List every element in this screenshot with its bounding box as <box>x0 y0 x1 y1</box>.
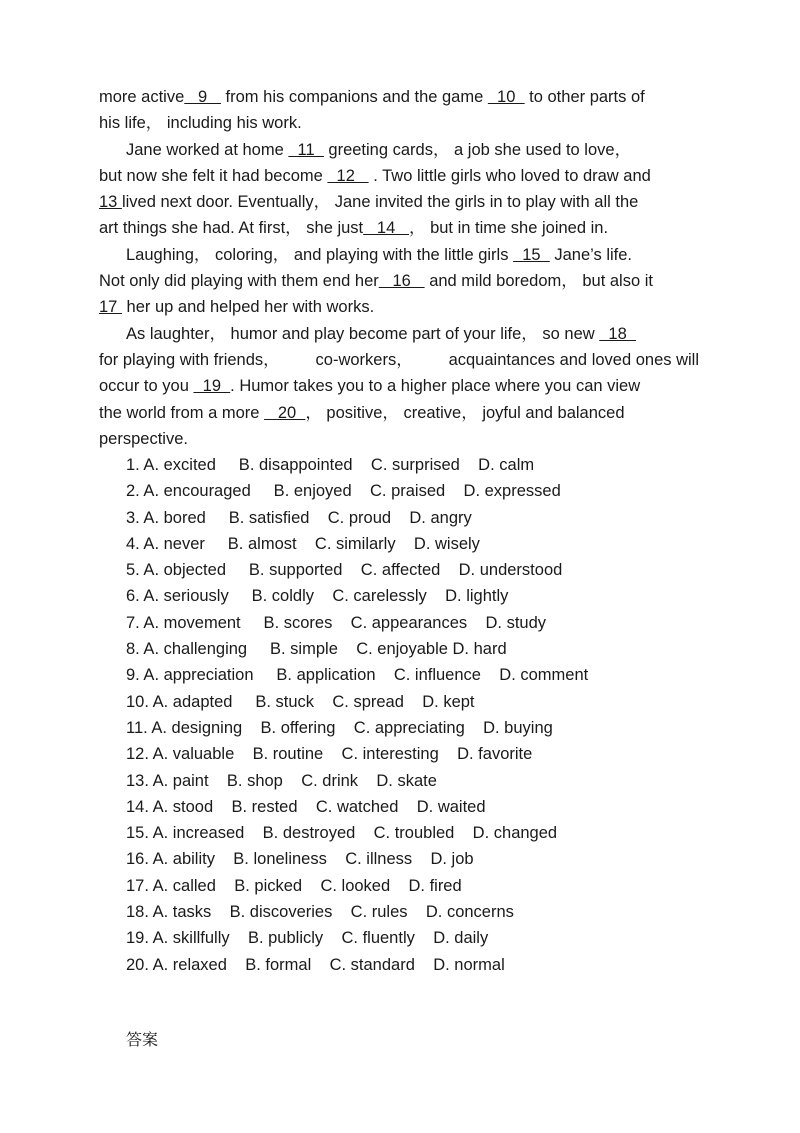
question-option-row: 15. A. increased B. destroyed C. troubled D. changed <box>126 824 558 843</box>
question-option-row: 17. A. called B. picked C. looked D. fired <box>126 876 462 895</box>
text-run: greeting cards， a job she used to love， <box>323 140 632 159</box>
passage-line: perspective. <box>99 429 188 448</box>
text-run: more active <box>99 88 185 106</box>
question-option-row: 18. A. tasks B. discoveries C. rules D. concerns <box>126 903 514 922</box>
text-run: Laughing， coloring， and playing with the little girls <box>126 245 514 264</box>
passage-line <box>99 294 699 320</box>
text-run: ， positive， creative， joyful and balanced <box>305 403 625 422</box>
passage-line <box>99 347 699 373</box>
text-run: but now she felt it had become <box>99 166 328 185</box>
passage-line <box>99 400 699 426</box>
blank-13: 13 <box>99 193 122 212</box>
question-option-row: 4. A. never B. almost C. similarly D. wisely <box>126 534 480 553</box>
passage-line <box>99 215 699 241</box>
blank-14: 14 <box>363 219 409 238</box>
question-option-row: 6. A. seriously B. coldly C. carelessly D. lightly <box>126 587 509 606</box>
text-run: for playing with friends， <box>99 350 280 369</box>
question-option-row: 7. A. movement B. scores C. appearances D. study <box>126 613 547 632</box>
passage-line <box>99 163 699 189</box>
blank-16: 16 <box>378 272 425 291</box>
question-option-row: 14. A. stood B. rested C. watched D. waited <box>126 797 486 816</box>
blank-18: 18 <box>599 324 636 343</box>
passage-line <box>99 242 699 268</box>
text-run: lived next door. Eventually， Jane invited the girls in to play with all the <box>121 193 639 212</box>
passage-line: his life， including his work. <box>99 114 302 133</box>
text-run: art things she had. At first， she just <box>99 219 364 238</box>
blank-9: 9 <box>184 88 221 106</box>
question-option-row: 1. A. excited B. disappointed C. surprised D. calm <box>126 456 535 474</box>
passage-line <box>99 373 699 399</box>
passage-line <box>99 321 699 347</box>
text-run: to other parts of <box>524 88 645 106</box>
question-option-row: 20. A. relaxed B. formal C. standard D. normal <box>126 955 505 974</box>
question-option-row: 8. A. challenging B. simple C. enjoyable D. hard <box>126 640 507 659</box>
text-run: . Humor takes you to a higher place where you can view <box>230 377 641 396</box>
text-run: her up and helped her with works. <box>121 298 375 317</box>
question-option-row: 11. A. designing B. offering C. appreciating D. buying <box>126 718 553 737</box>
question-option-row: 13. A. paint B. shop C. drink D. skate <box>126 771 437 790</box>
blank-15: 15 <box>513 245 550 264</box>
text-run: As laughter， humor and play become part of your life， so new <box>126 324 600 343</box>
text-run: from his companions and the game <box>220 88 488 106</box>
question-option-row: 16. A. ability B. loneliness C. illness D. job <box>126 850 474 869</box>
passage-line <box>99 268 699 294</box>
answer-heading: 答案 <box>126 1030 159 1049</box>
text-run: occur to you <box>99 377 194 396</box>
blank-10: 10 <box>487 88 525 106</box>
text-run: ， but in time she joined in. <box>409 219 609 238</box>
question-option-row: 3. A. bored B. satisfied C. proud D. angry <box>126 508 472 527</box>
text-run: the world from a more <box>99 403 265 422</box>
text-run: Not only did playing with them end her <box>99 272 379 291</box>
text-run: co-workers， <box>315 350 413 369</box>
question-option-row: 9. A. appreciation B. application C. influence D. comment <box>126 666 589 685</box>
question-option-row: 12. A. valuable B. routine C. interesting D. favorite <box>126 745 533 764</box>
question-options-list <box>126 452 706 978</box>
text-run: Jane’s life. <box>549 245 633 264</box>
text-run: Jane worked at home <box>126 140 289 159</box>
question-option-row: 19. A. skillfully B. publicly C. fluently D. daily <box>126 929 489 948</box>
text-run: acquaintances and loved ones will <box>448 350 699 369</box>
text-run: and mild boredom， but also it <box>424 272 653 291</box>
blank-11: 11 <box>288 140 324 159</box>
blank-17: 17 <box>99 298 122 317</box>
passage-text <box>99 84 699 452</box>
blank-20: 20 <box>264 403 306 422</box>
blank-19: 19 <box>193 377 231 396</box>
text-run: . Two little girls who loved to draw and <box>368 166 651 185</box>
question-option-row: 5. A. objected B. supported C. affected D. understood <box>126 561 563 580</box>
question-option-row: 2. A. encouraged B. enjoyed C. praised D. expressed <box>126 482 561 501</box>
passage-line <box>99 84 699 110</box>
passage-line <box>99 137 699 163</box>
blank-12: 12 <box>327 166 369 185</box>
question-option-row: 10. A. adapted B. stuck C. spread D. kept <box>126 692 475 711</box>
passage-line <box>99 189 699 215</box>
